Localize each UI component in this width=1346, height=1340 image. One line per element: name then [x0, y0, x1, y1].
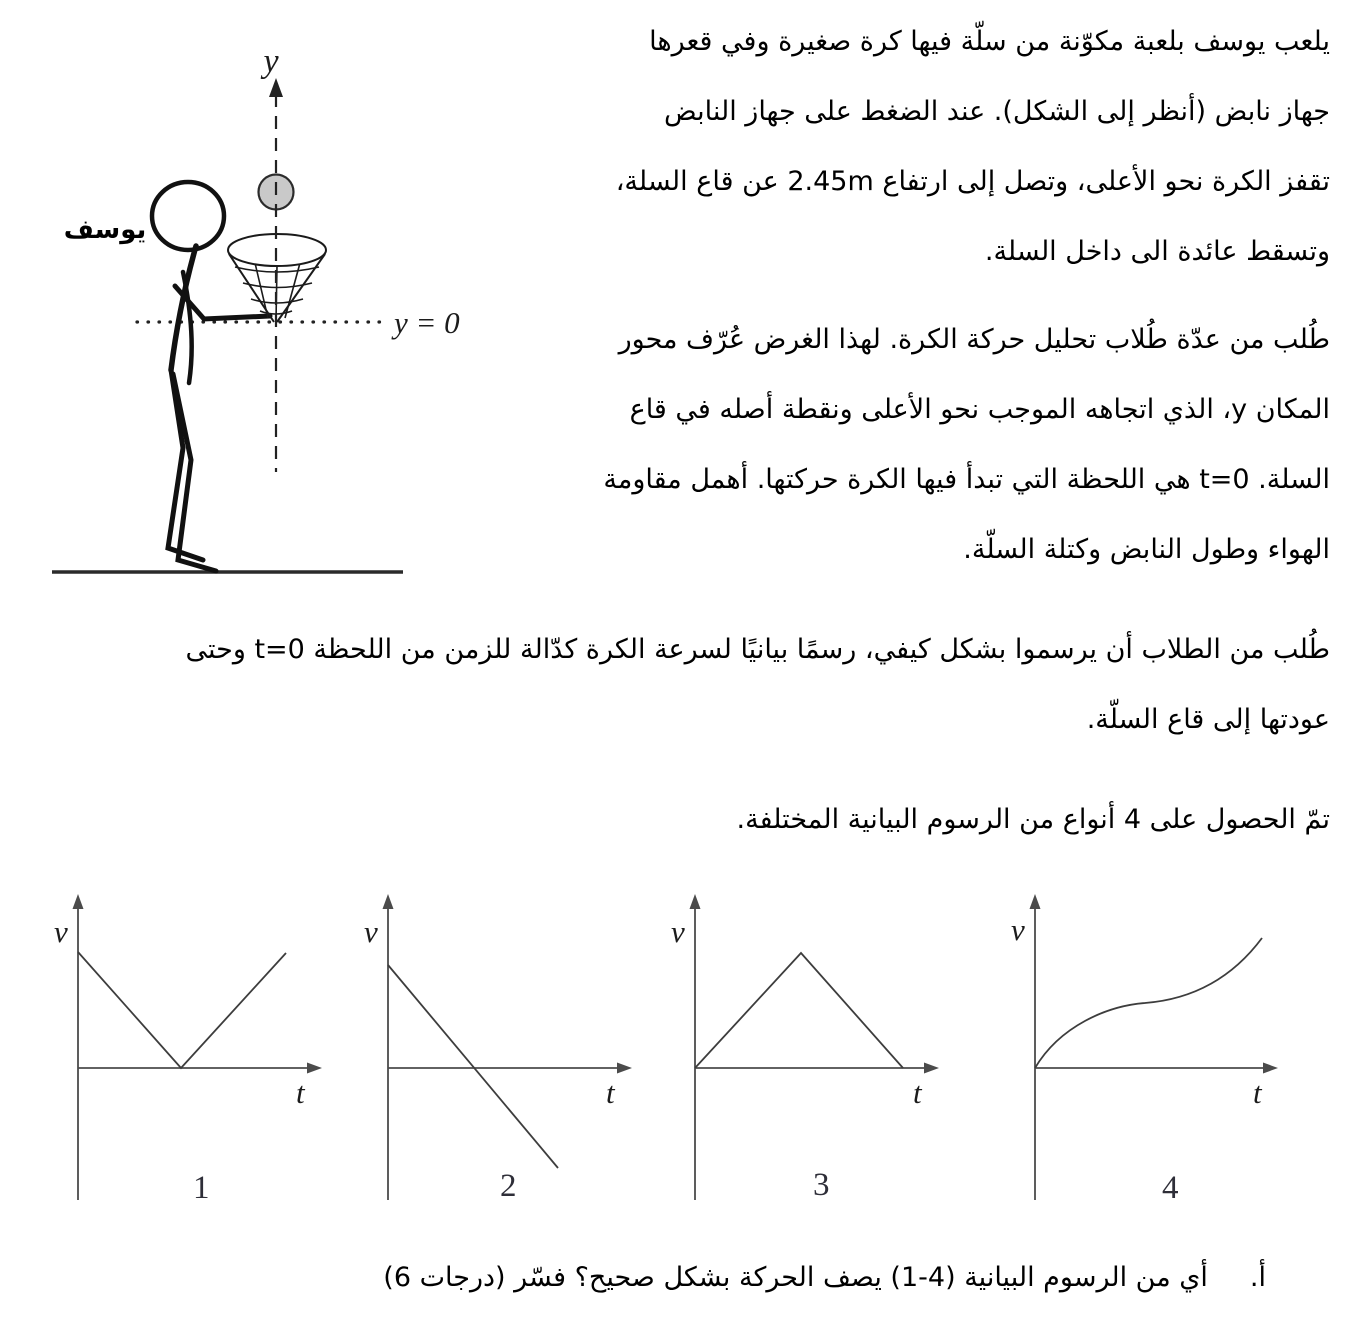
graph-1-t-arrowhead: [307, 1063, 322, 1074]
graph-4: [985, 888, 1290, 1218]
graph-1-v-arrowhead: [73, 894, 84, 909]
graph-4-t-arrowhead: [1263, 1063, 1278, 1074]
graph-4-number: 4: [1162, 1170, 1179, 1206]
graph-2-v-label: v: [364, 914, 378, 949]
stick-figure-leg-front: [168, 370, 203, 560]
para2-line3: السلة. t=0 هي اللحظة التي تبدأ فيها الكرة حركتها. أهمل مقاومة: [603, 464, 1330, 495]
question-a: [383, 1262, 1266, 1293]
graph-1-t-label: t: [296, 1075, 305, 1110]
graph-2-v-arrowhead: [383, 894, 394, 909]
para2-line4: الهواء وطول النابض وكتلة السلّة.: [963, 534, 1330, 565]
graph-3-v-arrowhead: [690, 894, 701, 909]
graph-1: [38, 888, 338, 1218]
graph-4-v-arrowhead: [1030, 894, 1041, 909]
y-axis-label: y: [263, 43, 279, 80]
graph-4-curve: [1035, 938, 1262, 1068]
graph-3: [655, 888, 955, 1218]
graph-4-v-label: v: [1011, 912, 1025, 947]
para1-line4: وتسقط عائدة الى داخل السلة.: [984, 236, 1330, 267]
graph-3-v-label: v: [671, 914, 685, 949]
graph-3-t-arrowhead: [924, 1063, 939, 1074]
y-axis-arrowhead: [269, 78, 283, 97]
para1-line3: تقفز الكرة نحو الأعلى، وتصل إلى ارتفاع 2.45m عن قاع السلة،: [615, 166, 1330, 197]
graph-1-curve: [78, 952, 286, 1068]
para3-line1: طُلب من الطلاب أن يرسموا بشكل كيفي، رسمًا بيانيًا لسرعة الكرة كدّالة للزمن من اللحظة t=0 وحتى: [185, 634, 1330, 665]
stick-figure-back-arm: [183, 272, 192, 383]
graph-1-number: 1: [193, 1170, 210, 1206]
para4-line: تمّ الحصول على 4 أنواع من الرسوم البيانية المختلفة.: [736, 804, 1330, 835]
para2-line2: المكان y، الذي اتجاهه الموجب نحو الأعلى ونقطة أصله في قاع: [629, 394, 1330, 425]
graph-2-t-label: t: [606, 1075, 615, 1110]
question-a-text: أي من الرسوم البيانية (4-1) يصف الحركة بشكل صحيح؟ فسّر (درجات 6): [383, 1262, 1208, 1293]
graph-2-t-arrowhead: [617, 1063, 632, 1074]
person-name-label: يوسف: [63, 215, 147, 245]
graph-4-t-label: t: [1253, 1075, 1262, 1110]
graph-1-v-label: v: [54, 914, 68, 949]
graph-2: [350, 888, 650, 1218]
question-a-letter: أ.: [1249, 1262, 1266, 1293]
stick-figure-head: [152, 182, 224, 250]
graph-3-number: 3: [813, 1167, 830, 1203]
graph-3-curve: [695, 953, 903, 1068]
graph-3-t-label: t: [913, 1075, 922, 1110]
para3-line2: عودتها إلى قاع السلّة.: [1086, 704, 1330, 735]
toy-figure: [20, 20, 490, 590]
para1-line2: جهاز نابض (أنظر إلى الشكل). عند الضغط على جهاز النابض: [664, 96, 1330, 127]
para2-line1: طُلب من عدّة طُلاب تحليل حركة الكرة. لهذا الغرض عُرّف محور: [618, 324, 1330, 355]
graph-2-number: 2: [500, 1168, 517, 1204]
para1-line1: يلعب يوسف بلعبة مكوّنة من سلّة فيها كرة صغيرة وفي قعرها: [649, 26, 1330, 57]
origin-label: y = 0: [394, 305, 460, 340]
graph-2-curve: [388, 965, 558, 1168]
